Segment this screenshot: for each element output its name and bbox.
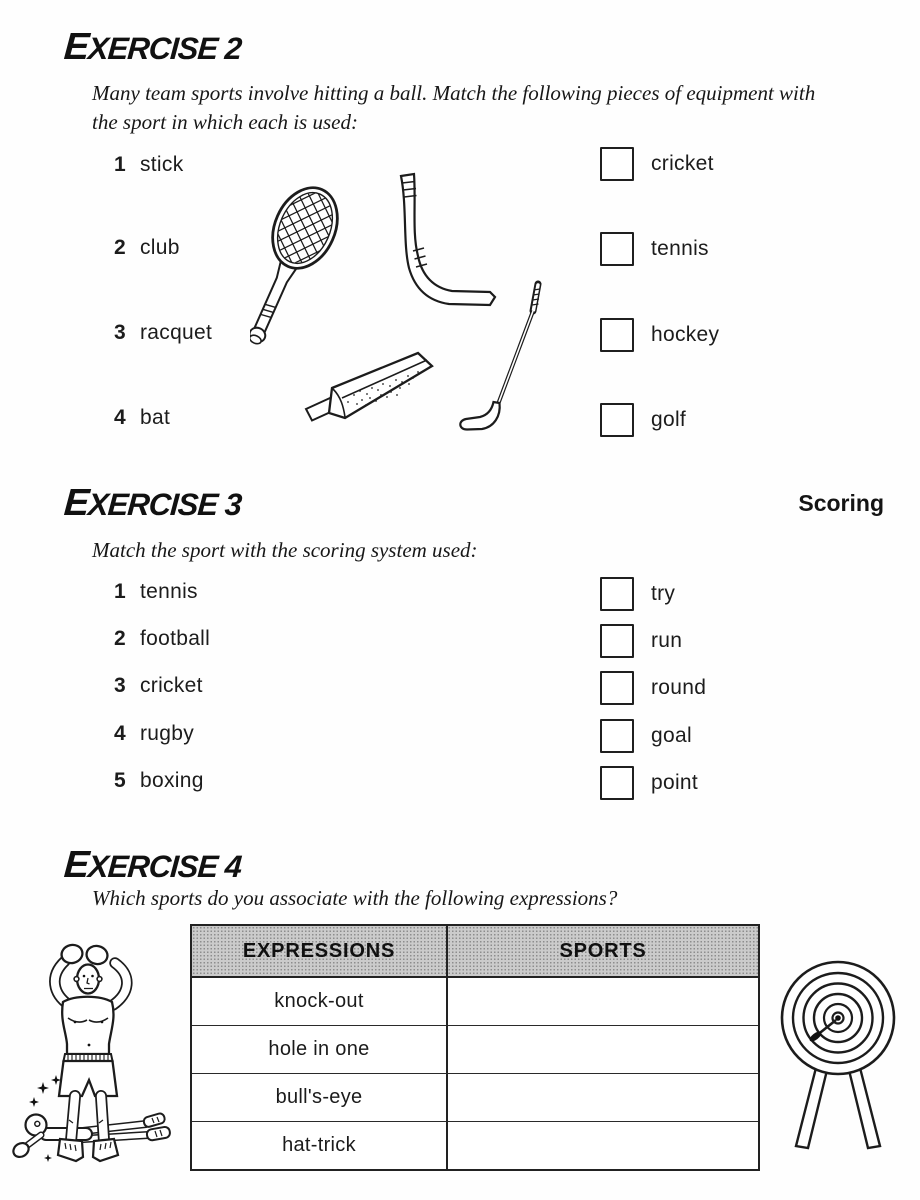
- option-label: round: [651, 676, 707, 699]
- exercise4-instruction: Which sports do you associate with the following expressions?: [92, 886, 618, 910]
- answer-checkbox[interactable]: [600, 232, 634, 266]
- sports-equipment-illustration: [250, 148, 580, 473]
- expression-cell: knock-out: [192, 978, 448, 1025]
- item-label: tennis: [140, 580, 198, 603]
- answer-checkbox[interactable]: [600, 719, 634, 753]
- ex2-option-hockey: [600, 318, 719, 352]
- ex3-item-cricket: [96, 672, 203, 700]
- option-label: point: [651, 771, 699, 794]
- exercise3-instruction: Match the sport with the scoring system used:: [92, 538, 478, 562]
- item-number: 3: [114, 674, 126, 697]
- table-row: [192, 1122, 758, 1169]
- option-label: hockey: [651, 323, 720, 346]
- exercise2-instruction-line2: the sport in which each is used:: [92, 109, 358, 134]
- ex3-option-point: [600, 766, 698, 800]
- sport-answer-cell[interactable]: [448, 1026, 758, 1073]
- ex2-item-bat: [96, 404, 170, 432]
- exercise2-instruction: [92, 79, 892, 137]
- ex3-option-round: [600, 671, 706, 705]
- item-number: 2: [114, 236, 126, 259]
- ex3-item-boxing: [96, 767, 204, 795]
- expression-cell: bull's-eye: [192, 1074, 448, 1121]
- answer-checkbox[interactable]: [600, 147, 634, 181]
- expressions-table: [190, 924, 760, 1171]
- table-row: [192, 978, 758, 1026]
- option-label: run: [651, 629, 683, 652]
- sport-answer-cell[interactable]: [448, 978, 758, 1025]
- expression-cell: hole in one: [192, 1026, 448, 1073]
- ex2-option-tennis: [600, 232, 709, 266]
- item-number: 4: [114, 406, 126, 429]
- ex2-option-golf: [600, 403, 686, 437]
- answer-checkbox[interactable]: [600, 318, 634, 352]
- item-label: rugby: [140, 722, 195, 745]
- option-label: goal: [651, 724, 692, 747]
- answer-checkbox[interactable]: [600, 671, 634, 705]
- ex2-item-racquet: [96, 319, 212, 347]
- item-label: stick: [140, 153, 184, 176]
- sport-answer-cell[interactable]: [448, 1122, 758, 1169]
- ex3-option-goal: [600, 719, 692, 753]
- fallen-boxer-icon: [11, 1112, 171, 1159]
- ex3-item-football: [96, 625, 210, 653]
- exercise4-heading: EXERCISE 4: [62, 844, 243, 886]
- ex3-option-run: [600, 624, 682, 658]
- item-label: cricket: [140, 674, 203, 697]
- exercise2-instruction-line1: Many team sports involve hitting a ball. Match the following pieces of equipment with: [92, 81, 816, 105]
- ex2-item-club: [96, 234, 180, 262]
- ex2-item-stick: [96, 151, 184, 179]
- ex3-item-tennis: [96, 578, 198, 606]
- exercise3-heading: EXERCISE 3: [62, 482, 243, 524]
- item-label: club: [140, 236, 180, 259]
- sport-answer-cell[interactable]: [448, 1074, 758, 1121]
- item-label: boxing: [140, 769, 204, 792]
- ex3-item-rugby: [96, 720, 194, 748]
- item-label: football: [140, 627, 211, 650]
- item-label: racquet: [140, 321, 213, 344]
- option-label: golf: [651, 408, 687, 431]
- expression-cell: hat-trick: [192, 1122, 448, 1169]
- ex3-option-try: [600, 577, 675, 611]
- item-label: bat: [140, 406, 171, 429]
- answer-checkbox[interactable]: [600, 624, 634, 658]
- archery-target-illustration: [768, 942, 908, 1157]
- table-row: [192, 1074, 758, 1122]
- header-sports: SPORTS: [559, 939, 647, 962]
- item-number: 4: [114, 722, 126, 745]
- answer-checkbox[interactable]: [600, 403, 634, 437]
- header-expressions: EXPRESSIONS: [192, 926, 448, 976]
- target-rings-icon: [782, 962, 894, 1074]
- item-number: 1: [114, 153, 126, 176]
- tennis-racquet-icon: [250, 149, 384, 367]
- scoring-label: Scoring: [798, 490, 884, 516]
- boxer-knockout-illustration: [8, 928, 183, 1173]
- exercise2-heading: EXERCISE 2: [62, 26, 243, 68]
- table-row: [192, 1026, 758, 1074]
- answer-checkbox[interactable]: [600, 766, 634, 800]
- golf-club-icon: [460, 284, 540, 430]
- answer-checkbox[interactable]: [600, 577, 634, 611]
- cricket-bat-icon: [306, 353, 432, 421]
- table-header-row: [192, 926, 758, 978]
- hockey-stick-icon: [401, 174, 495, 305]
- item-number: 1: [114, 580, 126, 603]
- item-number: 3: [114, 321, 126, 344]
- ex2-option-cricket: [600, 147, 714, 181]
- item-number: 5: [114, 769, 126, 792]
- item-number: 2: [114, 627, 126, 650]
- option-label: cricket: [651, 152, 714, 175]
- option-label: try: [651, 582, 676, 605]
- option-label: tennis: [651, 237, 709, 260]
